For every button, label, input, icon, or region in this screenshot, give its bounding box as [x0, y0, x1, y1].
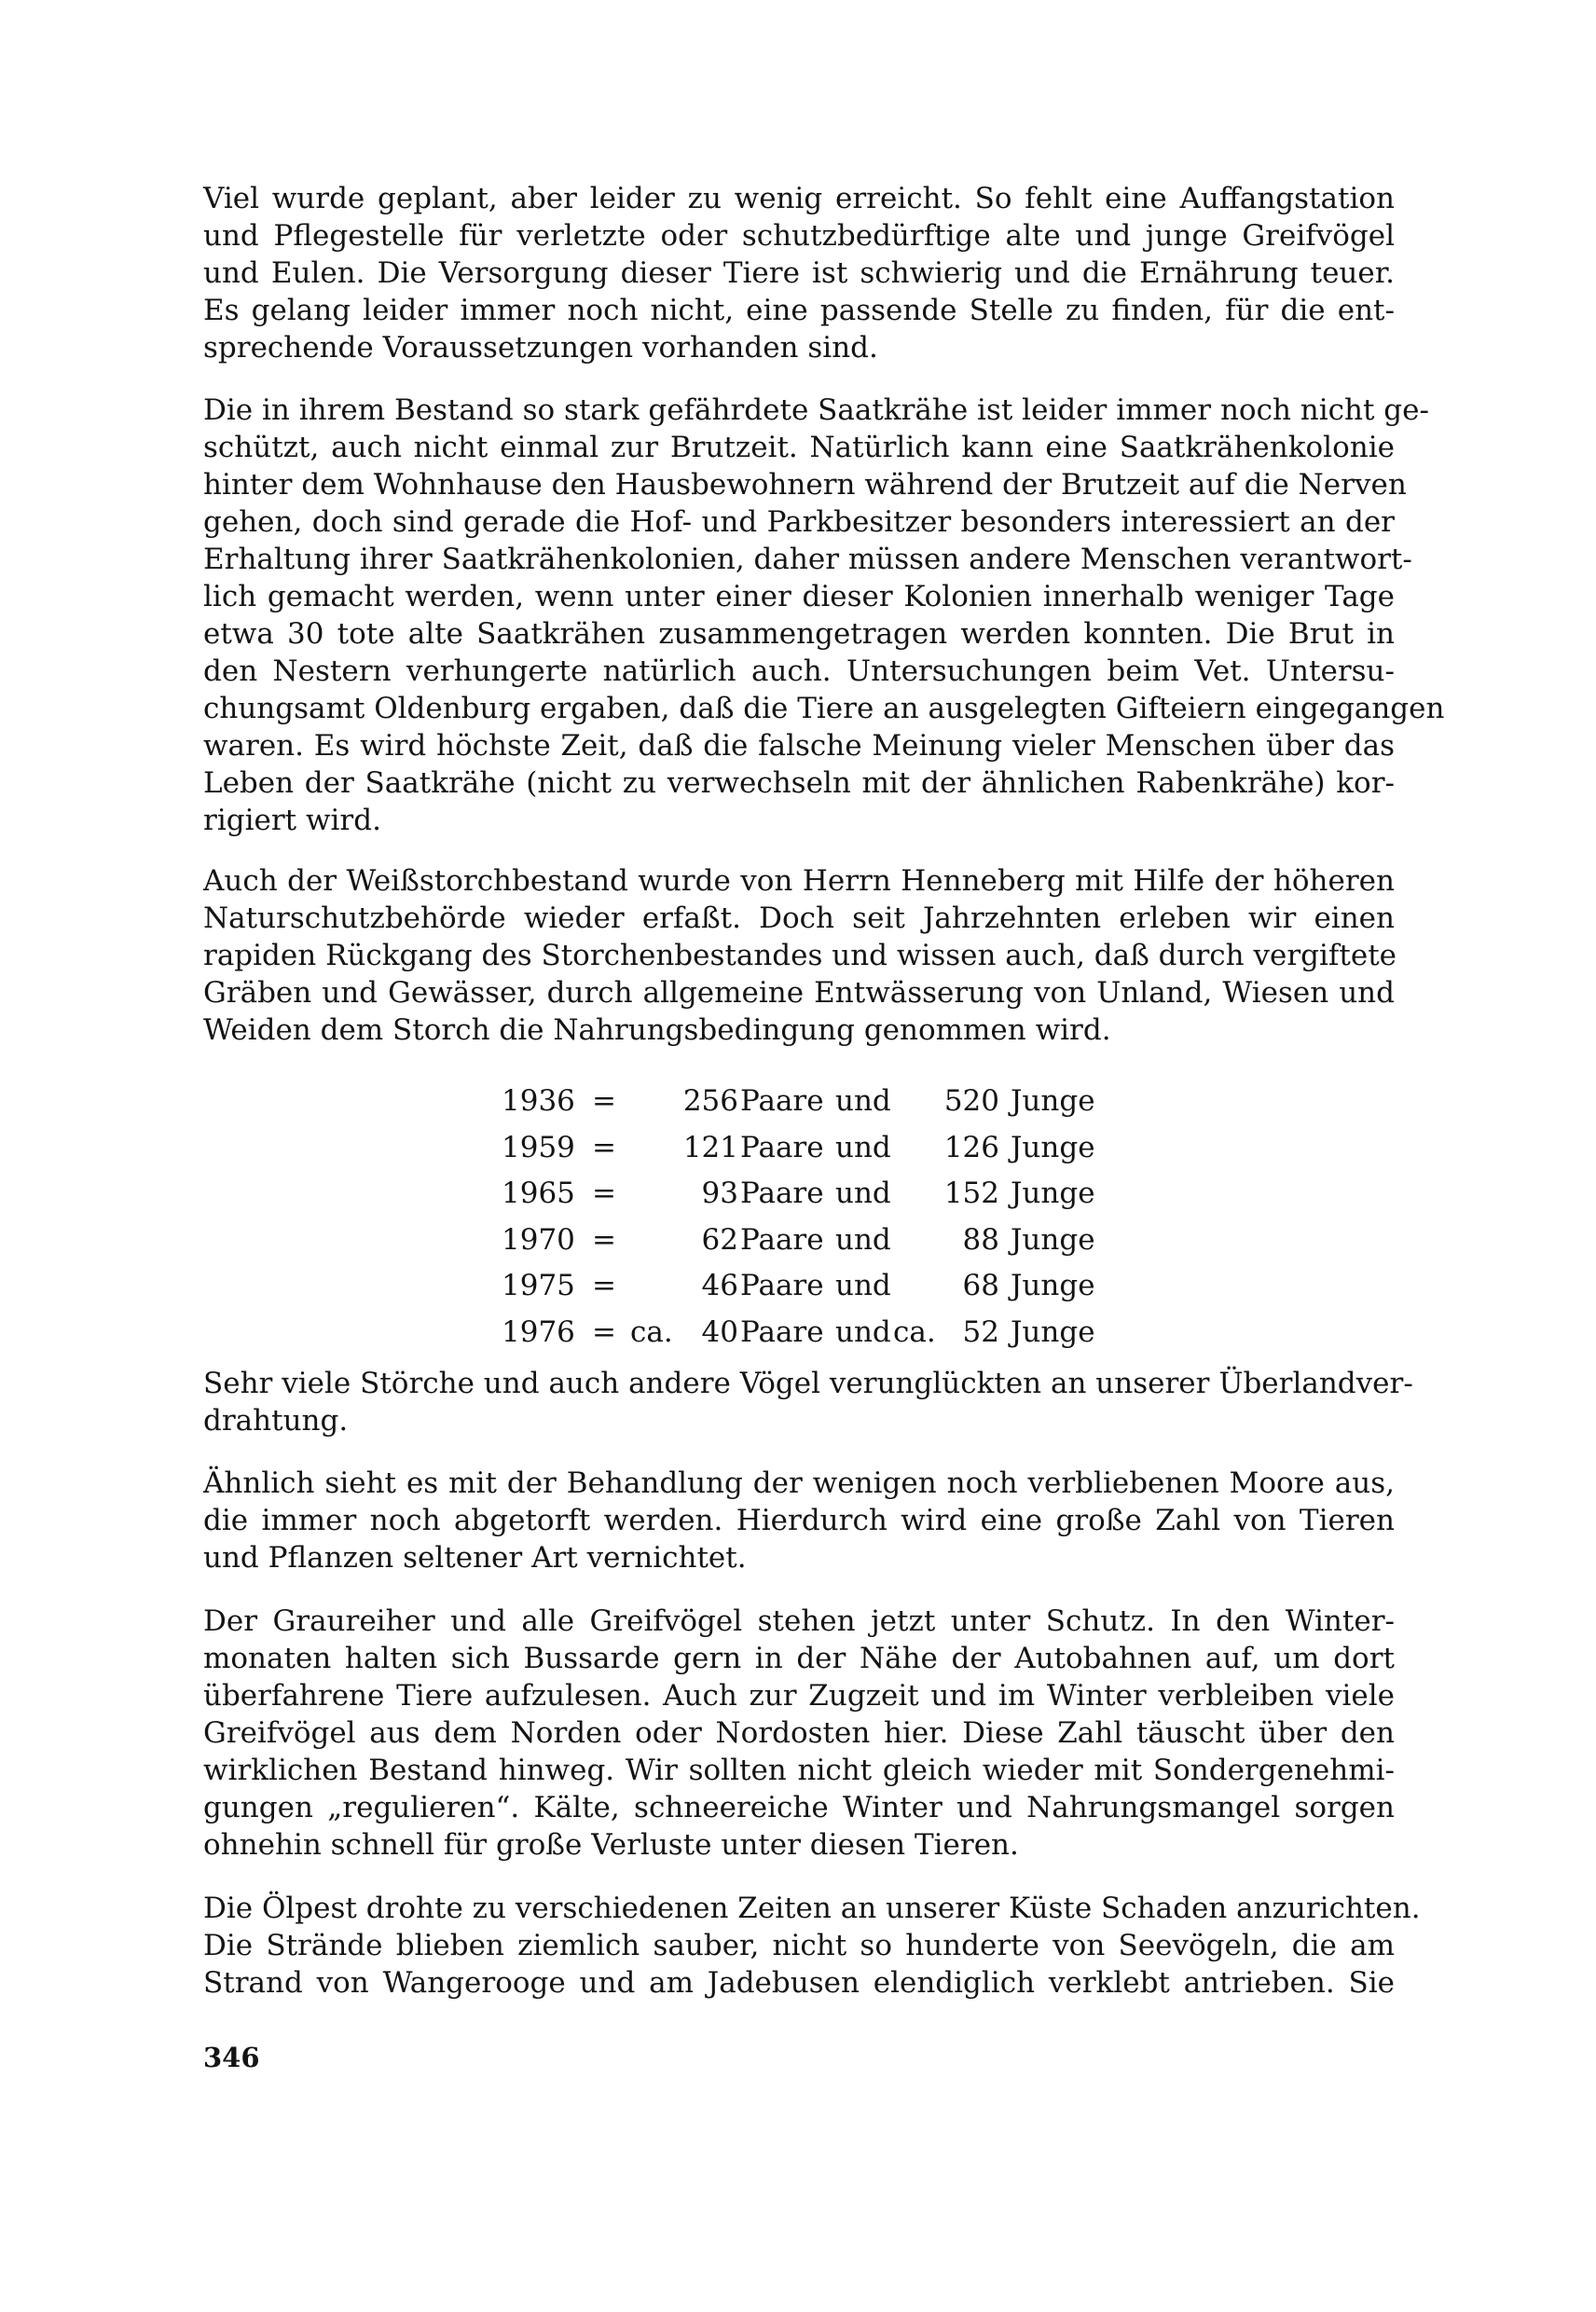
- table-row: [502, 1263, 1098, 1310]
- table-row: [502, 1079, 1098, 1125]
- text-line: Weiden dem Storch die Nahrungsbedingung genommen wird.: [203, 1013, 1111, 1047]
- text-line: Ähnlich sieht es mit der Behandlung der wenigen noch verbliebenen Moore aus,: [203, 1466, 1395, 1500]
- text-line: die immer noch abgetorft werden. Hierdurch wird eine große Zahl von Tieren: [203, 1504, 1395, 1537]
- text-line: hinter dem Wohnhause den Hausbewohnern während der Brutzeit auf die Nerven: [203, 468, 1407, 502]
- text-line: Erhaltung ihrer Saatkrähenkolonien, daher müssen andere Menschen verantwort-: [203, 543, 1412, 576]
- paragraph-ueberlandverdrahtung: [203, 1365, 1413, 1439]
- pairs-label: Paare: [740, 1084, 824, 1118]
- young-label: Junge: [1011, 1177, 1095, 1210]
- paragraph-saatkraehe: [203, 392, 1445, 839]
- text-line: chungsamt Oldenburg ergaben, daß die Tiere an ausgelegten Gifteiern eingegangen: [203, 692, 1445, 725]
- text-line: etwa 30 tote alte Saatkrähen zusammengetragen werden konnten. Die Brut in: [203, 617, 1395, 651]
- text-line: drahtung.: [203, 1404, 349, 1438]
- pairs-count: 46: [701, 1269, 738, 1302]
- text-line: Sehr viele Störche und auch andere Vögel verunglückten an unserer Überlandver-: [203, 1367, 1413, 1400]
- pairs-count: 40: [701, 1314, 738, 1349]
- young-count: 88: [962, 1222, 999, 1257]
- equals-sign: =: [592, 1084, 616, 1118]
- text-line: Der Graureiher und alle Greifvögel stehen jetzt unter Schutz. In den Winter-: [203, 1604, 1395, 1638]
- text-line: sprechende Voraussetzungen vorhanden sind.: [203, 331, 878, 365]
- equals-sign: =: [592, 1314, 616, 1349]
- year-cell: 1970: [502, 1222, 575, 1257]
- table-row: [502, 1125, 1098, 1172]
- pairs-label: Paare: [740, 1130, 824, 1164]
- young-count: 68: [962, 1269, 999, 1302]
- table-row: [502, 1218, 1098, 1264]
- and-label: und: [835, 1269, 891, 1302]
- text-line: Naturschutzbehörde wieder erfaßt. Doch seit Jahrzehnten erleben wir einen: [203, 901, 1395, 935]
- text-line: Die Ölpest drohte zu verschiedenen Zeiten an unserer Küste Schaden anzurichten.: [203, 1892, 1421, 1925]
- text-line: Es gelang leider immer noch nicht, eine passende Stelle zu finden, für die ent-: [203, 294, 1395, 327]
- text-line: rapiden Rückgang des Storchenbestandes und wissen auch, daß durch vergiftete: [203, 939, 1396, 972]
- pairs-label: Paare: [740, 1177, 824, 1210]
- and-label: und: [835, 1130, 891, 1164]
- text-line: Leben der Saatkrähe (nicht zu verwechseln mit der ähnlichen Rabenkrähe) kor-: [203, 766, 1395, 800]
- paragraph-weissstorch: [203, 862, 1395, 1049]
- equals-sign: =: [592, 1177, 616, 1210]
- paragraph-oelpest: [203, 1890, 1421, 2002]
- text-line: lich gemacht werden, wenn unter einer dieser Kolonien innerhalb weniger Tage: [203, 580, 1395, 613]
- and-label: und: [835, 1222, 891, 1257]
- equals-sign: =: [592, 1130, 616, 1164]
- stork-population-table: [502, 1079, 1098, 1356]
- paragraph-moore: [203, 1465, 1395, 1576]
- young-label: Junge: [1011, 1269, 1095, 1302]
- table-row: [502, 1171, 1098, 1218]
- text-line: Strand von Wangerooge und am Jadebusen elendiglich verklebt antrieben. Sie: [203, 1966, 1395, 2000]
- paragraph-graureiher: [203, 1603, 1395, 1864]
- text-line: gungen „regulieren“. Kälte, schneereiche Winter und Nahrungsmangel sorgen: [203, 1791, 1395, 1824]
- text-line: Viel wurde geplant, aber leider zu wenig erreicht. So fehlt eine Auffangstation: [203, 182, 1395, 215]
- young-label: Junge: [1011, 1084, 1095, 1118]
- text-line: Die Strände blieben ziemlich sauber, nicht so hunderte von Seevögeln, die am: [203, 1929, 1395, 1962]
- circa-label: ca.: [893, 1314, 936, 1349]
- text-line: den Nestern verhungerte natürlich auch. Untersuchungen beim Vet. Untersu-: [203, 654, 1395, 688]
- text-line: und Pflanzen seltener Art vernichtet.: [203, 1541, 747, 1575]
- year-cell: 1959: [502, 1130, 575, 1164]
- young-count: 126: [943, 1130, 999, 1164]
- equals-sign: =: [592, 1269, 616, 1302]
- pairs-count: 62: [701, 1222, 738, 1257]
- and-label: und: [835, 1084, 891, 1118]
- and-label: und: [835, 1314, 891, 1349]
- pairs-label: Paare: [740, 1269, 824, 1302]
- text-line: Gräben und Gewässer, durch allgemeine Entwässerung von Unland, Wiesen und: [203, 976, 1395, 1010]
- text-line: Auch der Weißstorchbestand wurde von Herrn Henneberg mit Hilfe der höheren: [203, 864, 1395, 898]
- young-label: Junge: [1011, 1222, 1095, 1257]
- pairs-count: 121: [682, 1130, 738, 1164]
- text-line: und Eulen. Die Versorgung dieser Tiere ist schwierig und die Ernährung teuer.: [203, 256, 1395, 290]
- and-label: und: [835, 1177, 891, 1210]
- paragraph-rescue-station: [203, 180, 1395, 366]
- pairs-label: Paare: [740, 1314, 824, 1349]
- year-cell: 1976: [502, 1314, 575, 1349]
- young-label: Junge: [1011, 1314, 1095, 1349]
- text-line: und Pflegestelle für verletzte oder schutzbedürftige alte und junge Greifvögel: [203, 219, 1395, 253]
- text-line: rigiert wird.: [203, 804, 381, 837]
- pairs-label: Paare: [740, 1222, 824, 1257]
- text-line: Greifvögel aus dem Norden oder Nordosten hier. Diese Zahl täuscht über den: [203, 1716, 1395, 1750]
- text-line: monaten halten sich Bussarde gern in der Nähe der Autobahnen auf, um dort: [203, 1642, 1395, 1675]
- text-line: Die in ihrem Bestand so stark gefährdete Saatkrähe ist leider immer noch nicht ge-: [203, 393, 1429, 427]
- text-line: überfahrene Tiere aufzulesen. Auch zur Zugzeit und im Winter verbleiben viele: [203, 1679, 1395, 1713]
- page-number: 346: [203, 2042, 260, 2073]
- pairs-count: 256: [682, 1084, 738, 1118]
- text-line: ohnehin schnell für große Verluste unter diesen Tieren.: [203, 1828, 1019, 1862]
- young-count: 52: [962, 1314, 999, 1349]
- year-cell: 1975: [502, 1269, 575, 1302]
- young-count: 152: [943, 1177, 999, 1210]
- circa-label: ca.: [630, 1314, 673, 1349]
- pairs-count: 93: [701, 1177, 738, 1210]
- young-label: Junge: [1011, 1130, 1095, 1164]
- text-line: schützt, auch nicht einmal zur Brutzeit. Natürlich kann eine Saatkrähenkolonie: [203, 431, 1395, 464]
- text-line: gehen, doch sind gerade die Hof- und Parkbesitzer besonders interessiert an der: [203, 505, 1395, 539]
- year-cell: 1936: [502, 1084, 575, 1118]
- equals-sign: =: [592, 1222, 616, 1257]
- young-count: 520: [943, 1084, 999, 1118]
- text-line: waren. Es wird höchste Zeit, daß die falsche Meinung vieler Menschen über das: [203, 729, 1395, 763]
- table-row: [502, 1310, 1098, 1356]
- text-line: wirklichen Bestand hinweg. Wir sollten nicht gleich wieder mit Sondergenehmi-: [203, 1754, 1395, 1787]
- year-cell: 1965: [502, 1177, 575, 1210]
